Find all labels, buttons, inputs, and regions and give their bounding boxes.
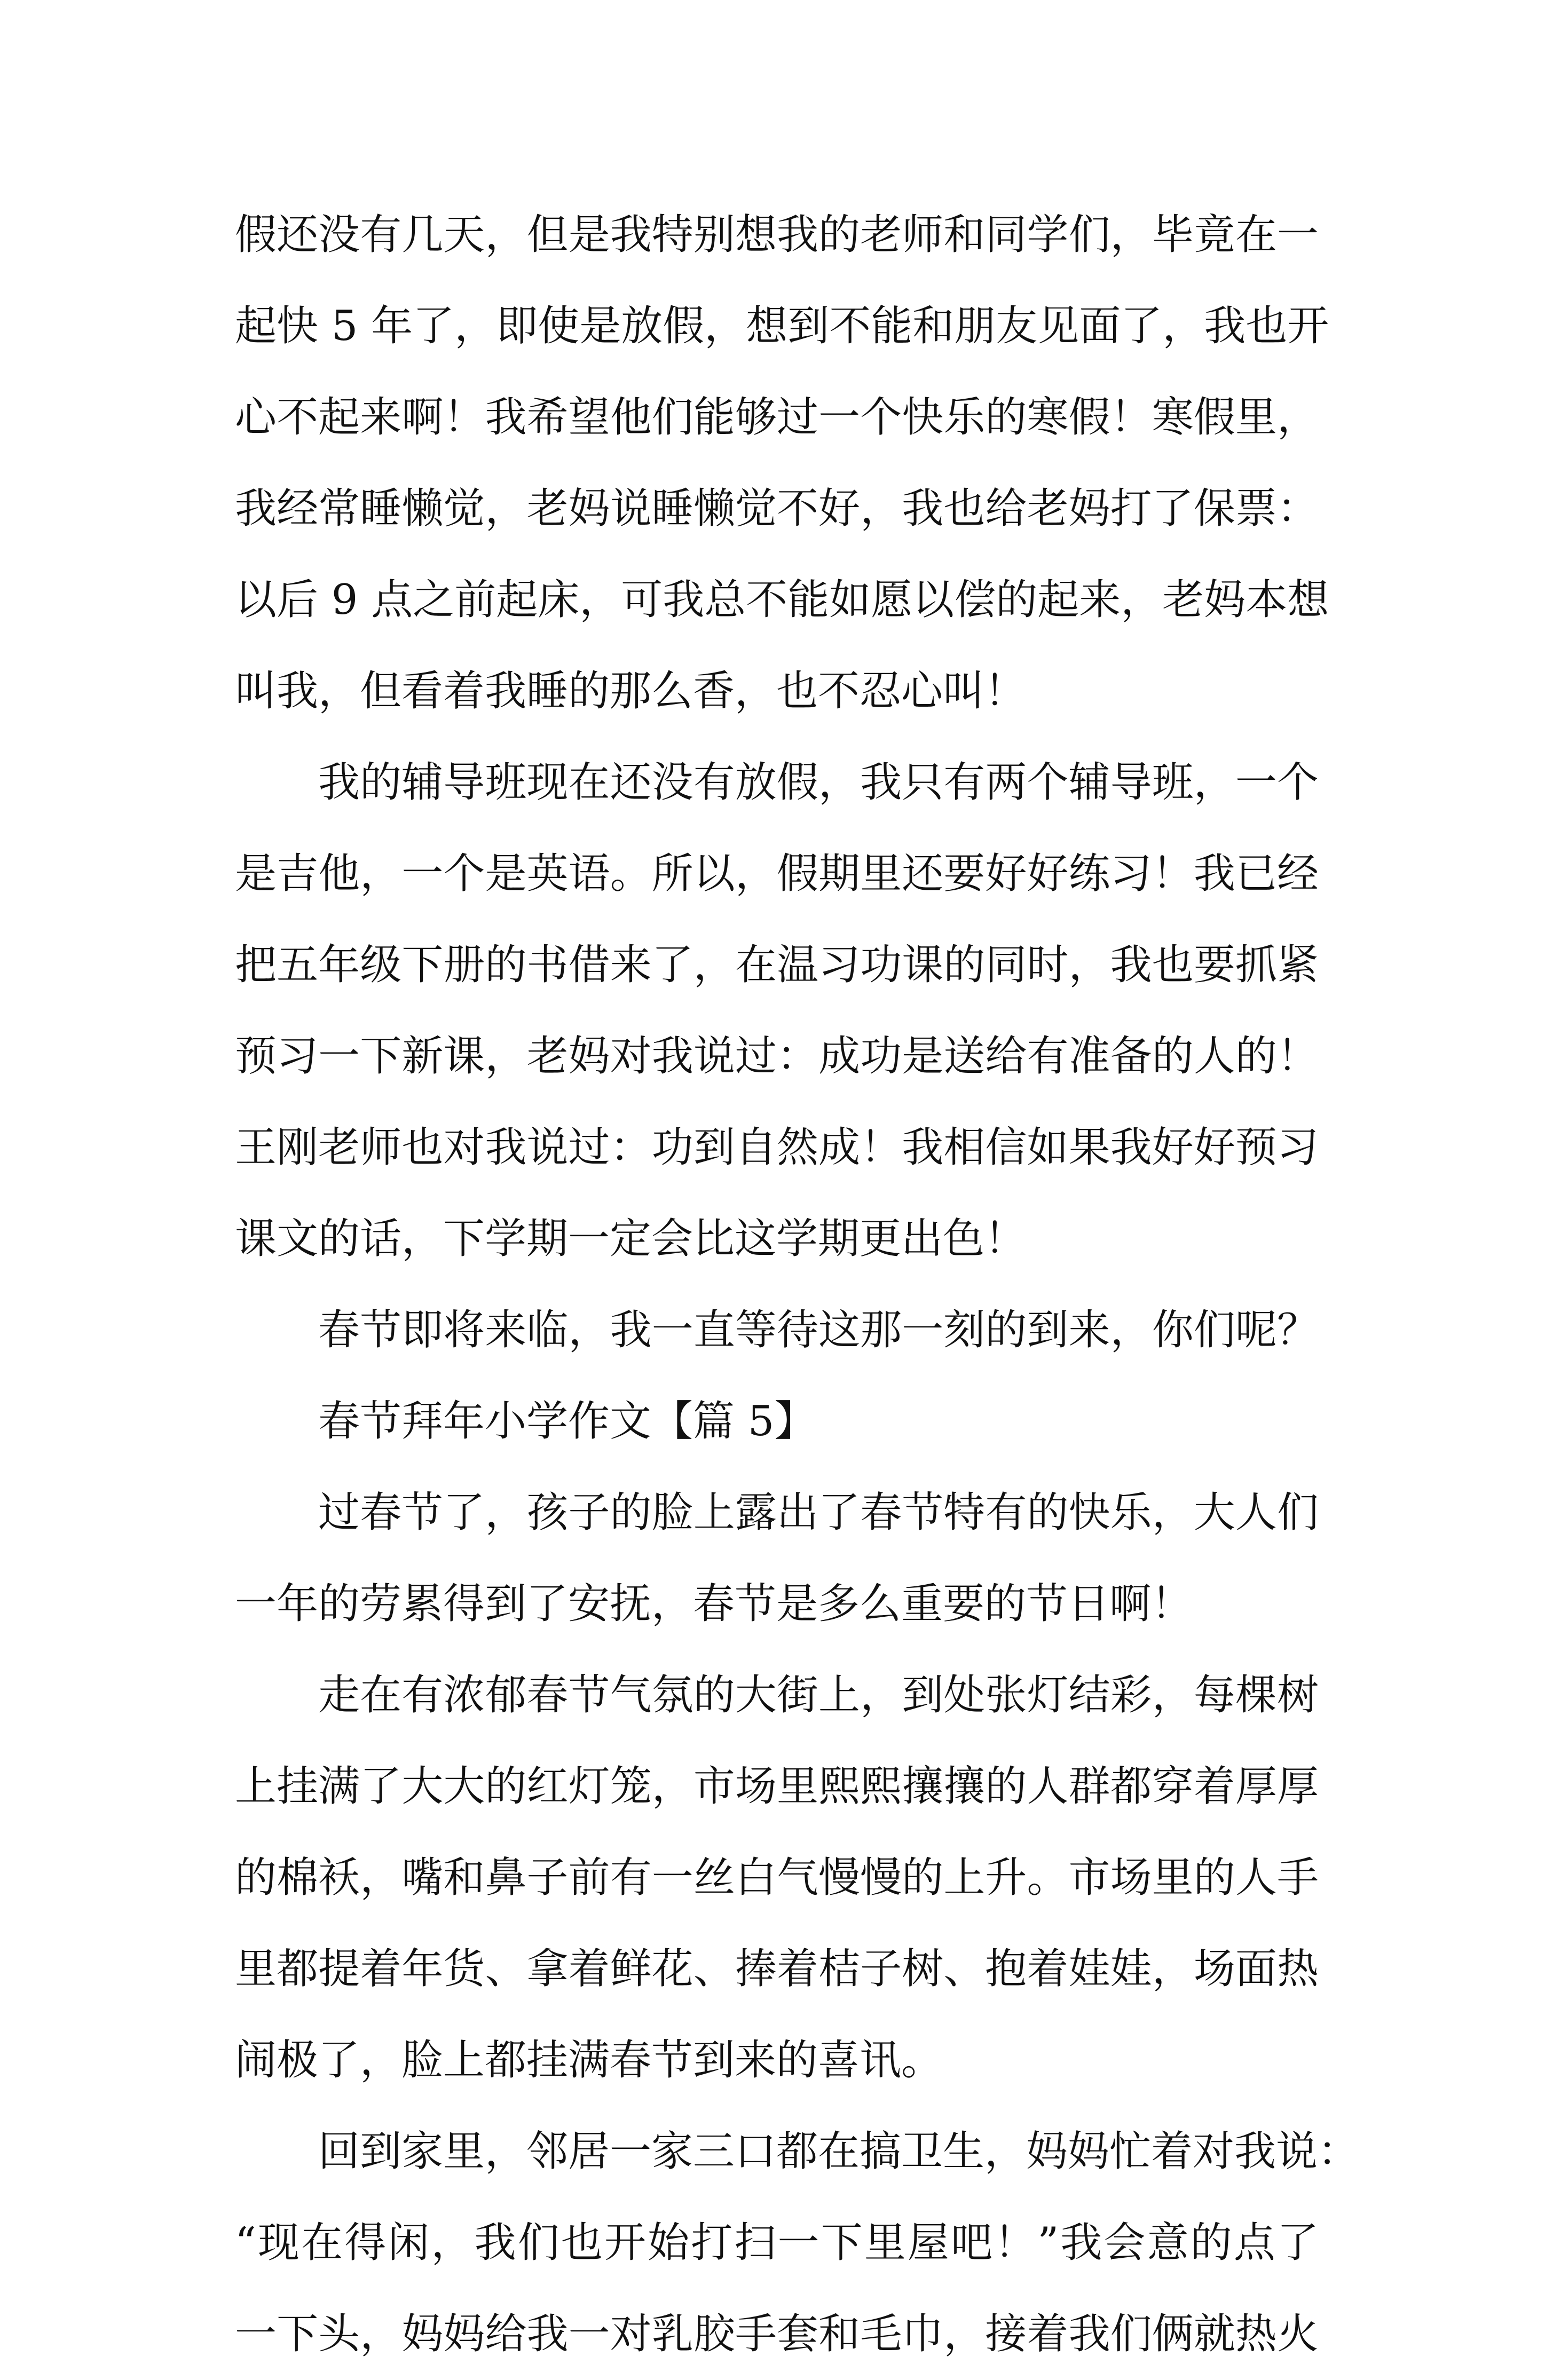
text-line: 的棉袄，嘴和鼻子前有一丝白气慢慢的上升。市场里的人手 <box>235 1854 1319 1902</box>
text-line: 里都提着年货、拿着鲜花、捧着桔子树、抱着娃娃，场面热 <box>235 1945 1319 1993</box>
text-line: 叫我，但看着我睡的那么香，也不忍心叫！ <box>235 667 1027 715</box>
text-line: 过春节了，孩子的脸上露出了春节特有的快乐，大人们 <box>318 1489 1319 1537</box>
text-line: 预习一下新课，老妈对我说过：成功是送给有准备的人的！ <box>235 1032 1319 1080</box>
text-line: “现在得闲，我们也开始打扫一下里屋吧！”我会意的点了 <box>235 2219 1319 2267</box>
text-line: 走在有浓郁春节气氛的大街上，到处张灯结彩，每棵树 <box>318 1671 1319 1719</box>
text-line: 心不起来啊！我希望他们能够过一个快乐的寒假！寒假里， <box>235 393 1319 441</box>
text-line: 春节即将来临，我一直等待这那一刻的到来，你们呢？ <box>318 1306 1319 1354</box>
text-line: 一下头，妈妈给我一对乳胶手套和毛巾，接着我们俩就热火 <box>235 2310 1319 2358</box>
text-line: 回到家里，邻居一家三口都在搞卫生，妈妈忙着对我说： <box>318 2128 1360 2176</box>
text-line: 假还没有几天，但是我特别想我的老师和同学们，毕竟在一 <box>235 211 1319 259</box>
essay-text <box>235 189 1360 2380</box>
text-line: 以后 9 点之前起床，可我总不能如愿以偿的起来，老妈本想 <box>235 576 1329 624</box>
text-line: 上挂满了大大的红灯笼，市场里熙熙攘攘的人群都穿着厚厚 <box>235 1762 1319 1810</box>
text-line: 我经常睡懒觉，老妈说睡懒觉不好，我也给老妈打了保票： <box>235 485 1319 533</box>
text-line: 王刚老师也对我说过：功到自然成！我相信如果我好好预习 <box>235 1124 1319 1172</box>
text-line: 课文的话，下学期一定会比这学期更出色！ <box>235 1215 1027 1263</box>
text-line: 闹极了，脸上都挂满春节到来的喜讯。 <box>235 2036 943 2084</box>
text-line: 一年的劳累得到了安抚，春节是多么重要的节日啊！ <box>235 1580 1193 1628</box>
text-line: 把五年级下册的书借来了，在温习功课的同时，我也要抓紧 <box>235 941 1319 989</box>
section-heading: 春节拜年小学作文【篇 5】 <box>318 1397 816 1445</box>
text-line: 我的辅导班现在还没有放假，我只有两个辅导班，一个 <box>318 758 1319 806</box>
text-line: 起快 5 年了，即使是放假，想到不能和朋友见面了，我也开 <box>235 302 1329 350</box>
text-line: 是吉他，一个是英语。所以，假期里还要好好练习！我已经 <box>235 850 1319 898</box>
